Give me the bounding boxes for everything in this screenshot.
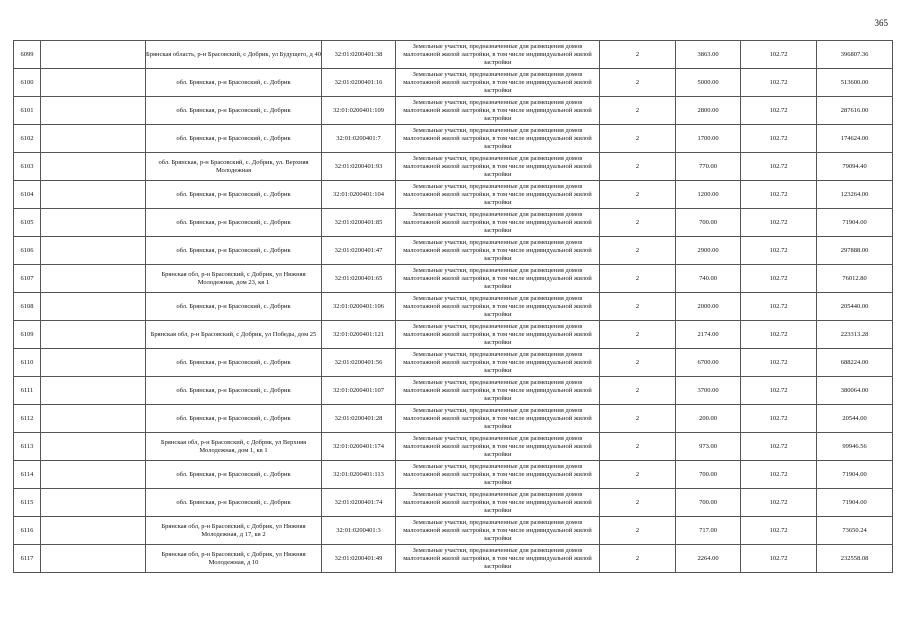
table-row	[14, 349, 893, 377]
row-number: 6100	[14, 69, 41, 97]
rate-cell: 102.72	[741, 433, 817, 461]
cadastral-number-cell: 32:01:0200401:104	[322, 181, 396, 209]
area-cell: 2174.00	[676, 321, 741, 349]
land-use-cell: Земельные участки, предназначенные для размещения домов малоэтажной жилой застройки, в том числе индивидуальной жилой застройки	[396, 293, 600, 321]
row-number: 6116	[14, 517, 41, 545]
group-cell: 2	[600, 69, 676, 97]
group-cell: 2	[600, 153, 676, 181]
group-cell: 2	[600, 97, 676, 125]
area-cell: 1200.00	[676, 181, 741, 209]
area-cell: 3700.00	[676, 377, 741, 405]
table-row	[14, 41, 893, 69]
empty-column	[41, 209, 146, 237]
group-cell: 2	[600, 181, 676, 209]
area-cell: 973.00	[676, 433, 741, 461]
land-use-cell: Земельные участки, предназначенные для размещения домов малоэтажной жилой застройки, в том числе индивидуальной жилой застройки	[396, 97, 600, 125]
land-use-cell: Земельные участки, предназначенные для размещения домов малоэтажной жилой застройки, в том числе индивидуальной жилой застройки	[396, 153, 600, 181]
rate-cell: 102.72	[741, 377, 817, 405]
land-use-cell: Земельные участки, предназначенные для размещения домов малоэтажной жилой застройки, в том числе индивидуальной жилой застройки	[396, 517, 600, 545]
group-cell: 2	[600, 41, 676, 69]
cadastral-value-cell: 71904.00	[817, 489, 893, 517]
land-use-cell: Земельные участки, предназначенные для размещения домов малоэтажной жилой застройки, в том числе индивидуальной жилой застройки	[396, 181, 600, 209]
cadastral-number-cell: 32:01:0200401:56	[322, 349, 396, 377]
table-row	[14, 69, 893, 97]
rate-cell: 102.72	[741, 461, 817, 489]
page-number: 365	[874, 18, 888, 28]
table-row	[14, 545, 893, 573]
cadastral-value-cell: 380064.00	[817, 377, 893, 405]
table-row	[14, 461, 893, 489]
empty-column	[41, 237, 146, 265]
land-use-cell: Земельные участки, предназначенные для размещения домов малоэтажной жилой застройки, в том числе индивидуальной жилой застройки	[396, 461, 600, 489]
row-number: 6117	[14, 545, 41, 573]
empty-column	[41, 265, 146, 293]
cadastral-number-cell: 32:01:0200401:93	[322, 153, 396, 181]
empty-column	[41, 293, 146, 321]
rate-cell: 102.72	[741, 489, 817, 517]
land-use-cell: Земельные участки, предназначенные для размещения домов малоэтажной жилой застройки, в том числе индивидуальной жилой застройки	[396, 349, 600, 377]
cadastral-value-table	[13, 40, 893, 573]
cadastral-value-cell: 123264.00	[817, 181, 893, 209]
empty-column	[41, 489, 146, 517]
address-cell: Брянская обл, р-н Брасовский, с Добрик, ул Нижняя Молодежная, д 10	[146, 545, 322, 573]
area-cell: 740.00	[676, 265, 741, 293]
land-use-cell: Земельные участки, предназначенные для размещения домов малоэтажной жилой застройки, в том числе индивидуальной жилой застройки	[396, 69, 600, 97]
land-use-cell: Земельные участки, предназначенные для размещения домов малоэтажной жилой застройки, в том числе индивидуальной жилой застройки	[396, 545, 600, 573]
address-cell: обл. Брянская, р-н Брасовский, с. Добрик	[146, 293, 322, 321]
rate-cell: 102.72	[741, 209, 817, 237]
area-cell: 2900.00	[676, 237, 741, 265]
address-cell: обл. Брянская, р-н Брасовский, с. Добрик	[146, 181, 322, 209]
row-number: 6104	[14, 181, 41, 209]
cadastral-number-cell: 32:01:0200401:109	[322, 97, 396, 125]
cadastral-number-cell: 32:01:0200401:85	[322, 209, 396, 237]
cadastral-number-cell: 32:01:0200401:3	[322, 517, 396, 545]
cadastral-value-cell: 174624.00	[817, 125, 893, 153]
address-cell: обл. Брянская, р-н Брасовский, с. Добрик, ул. Верхняя Молодежная	[146, 153, 322, 181]
land-use-cell: Земельные участки, предназначенные для размещения домов малоэтажной жилой застройки, в том числе индивидуальной жилой застройки	[396, 41, 600, 69]
table-row	[14, 181, 893, 209]
area-cell: 1700.00	[676, 125, 741, 153]
empty-column	[41, 461, 146, 489]
address-cell: Брянская обл, р-н Брасовский, с Добрик, ул Нижняя Молодежная, дом 23, кв 1	[146, 265, 322, 293]
table-row	[14, 209, 893, 237]
rate-cell: 102.72	[741, 41, 817, 69]
empty-column	[41, 97, 146, 125]
area-cell: 717.00	[676, 517, 741, 545]
rate-cell: 102.72	[741, 265, 817, 293]
cadastral-value-cell: 287616.00	[817, 97, 893, 125]
empty-column	[41, 69, 146, 97]
address-cell: обл. Брянская, р-н Брасовский, с. Добрик	[146, 349, 322, 377]
address-cell: обл. Брянская, р-н Брасовский, с. Добрик	[146, 405, 322, 433]
cadastral-value-cell: 20544.00	[817, 405, 893, 433]
cadastral-number-cell: 32:01:0200401:7	[322, 125, 396, 153]
cadastral-value-cell: 297888.00	[817, 237, 893, 265]
row-number: 6109	[14, 321, 41, 349]
cadastral-value-cell: 71904.00	[817, 209, 893, 237]
row-number: 6111	[14, 377, 41, 405]
group-cell: 2	[600, 461, 676, 489]
address-cell: обл. Брянская, р-н Брасовский, с. Добрик	[146, 97, 322, 125]
group-cell: 2	[600, 489, 676, 517]
table-row	[14, 321, 893, 349]
table-row	[14, 153, 893, 181]
rate-cell: 102.72	[741, 349, 817, 377]
empty-column	[41, 517, 146, 545]
cadastral-number-cell: 32:01:0200401:16	[322, 69, 396, 97]
table-row	[14, 489, 893, 517]
group-cell: 2	[600, 517, 676, 545]
cadastral-number-cell: 32:01:0200401:121	[322, 321, 396, 349]
cadastral-value-cell: 79094.40	[817, 153, 893, 181]
area-cell: 700.00	[676, 489, 741, 517]
table-row	[14, 237, 893, 265]
row-number: 6107	[14, 265, 41, 293]
group-cell: 2	[600, 125, 676, 153]
empty-column	[41, 321, 146, 349]
rate-cell: 102.72	[741, 125, 817, 153]
row-number: 6115	[14, 489, 41, 517]
area-cell: 2264.00	[676, 545, 741, 573]
land-use-cell: Земельные участки, предназначенные для размещения домов малоэтажной жилой застройки, в том числе индивидуальной жилой застройки	[396, 209, 600, 237]
table-row	[14, 377, 893, 405]
area-cell: 5000.00	[676, 69, 741, 97]
cadastral-number-cell: 32:01:0200401:28	[322, 405, 396, 433]
table-row	[14, 405, 893, 433]
address-cell: Брянская обл, р-н Брасовский, с Добрик, ул Победы, дом 25	[146, 321, 322, 349]
empty-column	[41, 377, 146, 405]
row-number: 6110	[14, 349, 41, 377]
group-cell: 2	[600, 377, 676, 405]
table-row	[14, 265, 893, 293]
rate-cell: 102.72	[741, 237, 817, 265]
address-cell: обл. Брянская, р-н Брасовский, с. Добрик	[146, 209, 322, 237]
address-cell: обл. Брянская, р-н Брасовский, с. Добрик	[146, 461, 322, 489]
row-number: 6103	[14, 153, 41, 181]
cadastral-value-cell: 71904.00	[817, 461, 893, 489]
address-cell: Брянская обл, р-н Брасовский, с Добрик, ул Нижняя Молодежная, д 17, кв 2	[146, 517, 322, 545]
land-use-cell: Земельные участки, предназначенные для размещения домов малоэтажной жилой застройки, в том числе индивидуальной жилой застройки	[396, 265, 600, 293]
group-cell: 2	[600, 265, 676, 293]
area-cell: 770.00	[676, 153, 741, 181]
cadastral-value-cell: 232558.08	[817, 545, 893, 573]
empty-column	[41, 433, 146, 461]
cadastral-value-cell: 513600.00	[817, 69, 893, 97]
area-cell: 2800.00	[676, 97, 741, 125]
area-cell: 700.00	[676, 209, 741, 237]
row-number: 6113	[14, 433, 41, 461]
land-use-cell: Земельные участки, предназначенные для размещения домов малоэтажной жилой застройки, в том числе индивидуальной жилой застройки	[396, 237, 600, 265]
land-use-cell: Земельные участки, предназначенные для размещения домов малоэтажной жилой застройки, в том числе индивидуальной жилой застройки	[396, 489, 600, 517]
table-row	[14, 293, 893, 321]
row-number: 6114	[14, 461, 41, 489]
cadastral-value-cell: 223313.28	[817, 321, 893, 349]
rate-cell: 102.72	[741, 545, 817, 573]
land-use-cell: Земельные участки, предназначенные для размещения домов малоэтажной жилой застройки, в том числе индивидуальной жилой застройки	[396, 125, 600, 153]
rate-cell: 102.72	[741, 517, 817, 545]
cadastral-number-cell: 32:01:0200401:106	[322, 293, 396, 321]
empty-column	[41, 349, 146, 377]
group-cell: 2	[600, 209, 676, 237]
land-use-cell: Земельные участки, предназначенные для размещения домов малоэтажной жилой застройки, в том числе индивидуальной жилой застройки	[396, 405, 600, 433]
cadastral-number-cell: 32:01:0200401:113	[322, 461, 396, 489]
group-cell: 2	[600, 349, 676, 377]
land-use-cell: Земельные участки, предназначенные для размещения домов малоэтажной жилой застройки, в том числе индивидуальной жилой застройки	[396, 321, 600, 349]
cadastral-number-cell: 32:01:0200401:174	[322, 433, 396, 461]
rate-cell: 102.72	[741, 181, 817, 209]
empty-column	[41, 405, 146, 433]
group-cell: 2	[600, 545, 676, 573]
row-number: 6108	[14, 293, 41, 321]
area-cell: 2000.00	[676, 293, 741, 321]
row-number: 6099	[14, 41, 41, 69]
cadastral-value-cell: 99946.56	[817, 433, 893, 461]
empty-column	[41, 125, 146, 153]
group-cell: 2	[600, 433, 676, 461]
group-cell: 2	[600, 405, 676, 433]
address-cell: Брянская область, р-н Брасовский, с Добрик, ул Будущего, д 40	[146, 41, 322, 69]
cadastral-value-cell: 396807.36	[817, 41, 893, 69]
empty-column	[41, 545, 146, 573]
group-cell: 2	[600, 293, 676, 321]
empty-column	[41, 181, 146, 209]
rate-cell: 102.72	[741, 321, 817, 349]
address-cell: обл. Брянская, р-н Брасовский, с. Добрик	[146, 69, 322, 97]
row-number: 6106	[14, 237, 41, 265]
empty-column	[41, 41, 146, 69]
row-number: 6105	[14, 209, 41, 237]
address-cell: обл. Брянская, р-н Брасовский, с. Добрик	[146, 489, 322, 517]
cadastral-number-cell: 32:01:0200401:47	[322, 237, 396, 265]
table-row	[14, 125, 893, 153]
table-row	[14, 517, 893, 545]
table-row	[14, 433, 893, 461]
row-number: 6112	[14, 405, 41, 433]
cadastral-value-cell: 205440.00	[817, 293, 893, 321]
cadastral-number-cell: 32:01:0200401:65	[322, 265, 396, 293]
land-use-cell: Земельные участки, предназначенные для размещения домов малоэтажной жилой застройки, в том числе индивидуальной жилой застройки	[396, 433, 600, 461]
rate-cell: 102.72	[741, 97, 817, 125]
rate-cell: 102.72	[741, 405, 817, 433]
area-cell: 3863.00	[676, 41, 741, 69]
group-cell: 2	[600, 237, 676, 265]
table-body	[14, 41, 893, 573]
rate-cell: 102.72	[741, 293, 817, 321]
address-cell: обл. Брянская, р-н Брасовский, с. Добрик	[146, 125, 322, 153]
cadastral-value-cell: 76012.80	[817, 265, 893, 293]
cadastral-value-cell: 73650.24	[817, 517, 893, 545]
table-row	[14, 97, 893, 125]
land-use-cell: Земельные участки, предназначенные для размещения домов малоэтажной жилой застройки, в том числе индивидуальной жилой застройки	[396, 377, 600, 405]
address-cell: Брянская обл, р-н Брасовский, с Добрик, ул Верхняя Молодежная, дом 1, кв 1	[146, 433, 322, 461]
area-cell: 200.00	[676, 405, 741, 433]
cadastral-number-cell: 32:01:0200401:107	[322, 377, 396, 405]
cadastral-number-cell: 32:01:0200401:74	[322, 489, 396, 517]
rate-cell: 102.72	[741, 69, 817, 97]
row-number: 6101	[14, 97, 41, 125]
cadastral-number-cell: 32:01:0200401:49	[322, 545, 396, 573]
area-cell: 6700.00	[676, 349, 741, 377]
address-cell: обл. Брянская, р-н Брасовский, с. Добрик	[146, 377, 322, 405]
group-cell: 2	[600, 321, 676, 349]
row-number: 6102	[14, 125, 41, 153]
cadastral-number-cell: 32:01:0200401:38	[322, 41, 396, 69]
cadastral-value-cell: 688224.00	[817, 349, 893, 377]
empty-column	[41, 153, 146, 181]
area-cell: 700.00	[676, 461, 741, 489]
rate-cell: 102.72	[741, 153, 817, 181]
address-cell: обл. Брянская, р-н Брасовский, с. Добрик	[146, 237, 322, 265]
